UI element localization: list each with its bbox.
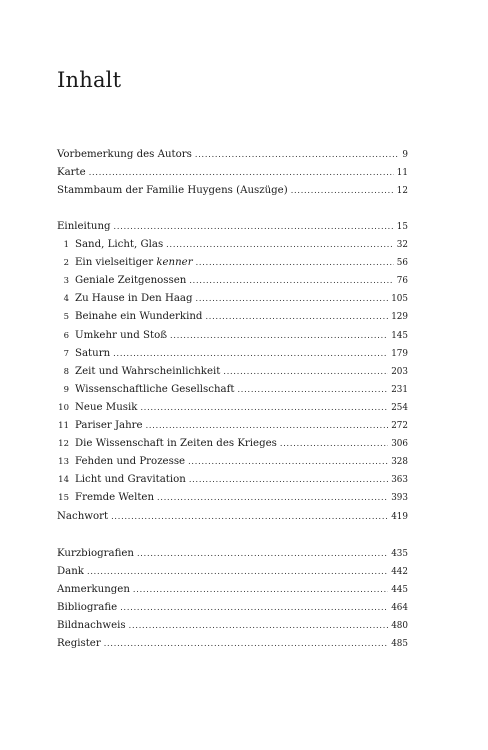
dot-leader [170, 327, 388, 345]
toc-entry [57, 489, 408, 507]
entry-title: Zu Hause in Den Haag [75, 293, 193, 305]
page-title: Inhalt [57, 68, 122, 92]
chapter-number: 7 [63, 348, 69, 359]
dot-leader [280, 435, 388, 453]
entry-page: 442 [391, 567, 408, 578]
entry-title: Register [57, 638, 101, 650]
entry-title: Fehden und Prozesse [75, 456, 186, 468]
entry-page: 105 [391, 294, 408, 305]
chapter-number: 12 [58, 439, 69, 450]
dot-leader [196, 254, 394, 272]
dot-leader [291, 182, 394, 200]
chapter-number: 5 [63, 312, 69, 323]
toc-entry [57, 327, 408, 345]
toc-entry [57, 581, 408, 599]
entry-title: Anmerkungen [57, 584, 130, 596]
entry-page: 485 [391, 639, 408, 650]
entry-title: Beinahe ein Wunderkind [75, 311, 203, 323]
dot-leader [137, 545, 388, 563]
entry-title: Neue Musik [75, 401, 138, 413]
entry-page: 129 [391, 312, 408, 323]
toc-entry [57, 599, 408, 617]
entry-page: 56 [396, 258, 408, 269]
entry-page: 254 [391, 402, 408, 413]
entry-title: Geniale Zeitgenossen [75, 275, 187, 287]
chapter-number: 13 [58, 457, 69, 468]
toc-entry [57, 236, 408, 254]
entry-page: 464 [391, 603, 408, 614]
toc-entry [57, 182, 408, 200]
entry-title: Licht und Gravitation [75, 474, 186, 486]
chapter-number: 6 [63, 330, 69, 341]
dot-leader [140, 399, 388, 417]
toc-back-matter [57, 545, 408, 654]
entry-page: 363 [391, 475, 408, 486]
entry-title-italic: kenner [156, 257, 193, 269]
dot-leader [223, 363, 388, 381]
entry-page: 145 [391, 330, 408, 341]
toc-entry [57, 381, 408, 399]
dot-leader [188, 453, 388, 471]
toc-entry [57, 471, 408, 489]
entry-page: 480 [391, 621, 408, 632]
toc-entry [57, 363, 408, 381]
entry-page: 32 [396, 240, 408, 251]
chapter-number: 2 [63, 258, 69, 269]
dot-leader [104, 635, 389, 653]
dot-leader [111, 508, 388, 526]
toc-entry [57, 635, 408, 653]
chapter-number: 8 [63, 366, 69, 377]
entry-title: Nachwort [57, 510, 109, 522]
dot-leader [189, 272, 393, 290]
entry-title: Zeit und Wahrscheinlichkeit [75, 365, 221, 377]
toc-front-matter [57, 146, 408, 200]
toc-entry [57, 435, 408, 453]
dot-leader [87, 563, 388, 581]
dot-leader [196, 290, 389, 308]
dot-leader [157, 489, 388, 507]
toc-entry [57, 453, 408, 471]
entry-page: 419 [391, 511, 408, 522]
dot-leader [133, 581, 388, 599]
entry-page: 12 [396, 186, 408, 197]
dot-leader [114, 218, 394, 236]
entry-page: 15 [396, 222, 408, 232]
toc-entry [57, 417, 408, 435]
entry-title: Sand, Licht, Glas [75, 239, 164, 251]
dot-leader [205, 308, 388, 326]
chapter-number: 11 [58, 421, 69, 432]
chapter-number: 1 [63, 240, 69, 251]
toc-entry [57, 218, 408, 236]
toc-entry [57, 399, 408, 417]
entry-title: Einleitung [57, 221, 111, 232]
entry-title: Saturn [75, 347, 111, 359]
toc-entry [57, 254, 408, 272]
chapter-number: 3 [63, 276, 69, 287]
dot-leader [166, 236, 394, 254]
entry-page: 231 [391, 384, 408, 395]
dot-leader [89, 164, 394, 182]
toc-entry [57, 272, 408, 290]
entry-page: 11 [396, 168, 408, 179]
entry-page: 306 [391, 439, 408, 450]
toc-entry [57, 290, 408, 308]
entry-title: Bildnachweis [57, 620, 126, 632]
entry-page: 328 [391, 457, 408, 468]
dot-leader [129, 617, 389, 635]
entry-page: 435 [391, 549, 408, 559]
entry-page: 445 [391, 585, 408, 596]
entry-title: Umkehr und Stoß [75, 329, 168, 341]
chapter-number: 9 [63, 384, 69, 395]
entry-title: Bibliografie [57, 602, 118, 614]
entry-title: Pariser Jahre [75, 420, 143, 432]
entry-title: Kurzbiografien [57, 548, 134, 559]
toc-entry [57, 617, 408, 635]
entry-page: 203 [391, 366, 408, 377]
toc-entry [57, 146, 408, 164]
chapter-number: 4 [63, 294, 69, 305]
dot-leader [189, 471, 388, 489]
dot-leader [120, 599, 388, 617]
chapter-number: 14 [58, 475, 69, 486]
toc-entry [57, 345, 408, 363]
entry-page: 179 [391, 348, 408, 359]
entry-title [75, 254, 193, 272]
toc-entry [57, 545, 408, 563]
entry-title: Fremde Welten [75, 492, 155, 504]
entry-title-text: Ein vielseitiger [75, 257, 154, 269]
chapter-number: 15 [58, 493, 69, 504]
toc-entry [57, 508, 408, 526]
entry-page: 76 [396, 276, 408, 287]
entry-page: 393 [391, 493, 408, 504]
dot-leader [113, 345, 388, 363]
entry-title: Die Wissenschaft in Zeiten des Krieges [75, 438, 277, 450]
toc-entry [57, 308, 408, 326]
toc-entry [57, 164, 408, 182]
toc-entry [57, 563, 408, 581]
dot-leader [195, 146, 400, 164]
dot-leader [146, 417, 389, 435]
entry-page: 272 [391, 421, 408, 432]
entry-title: Dank [57, 566, 84, 578]
toc-chapters [57, 218, 408, 526]
entry-title: Wissenschaftliche Gesellschaft [75, 383, 235, 395]
entry-title: Stammbaum der Familie Huygens (Auszüge) [57, 185, 288, 197]
entry-title: Vorbemerkung des Autors [57, 149, 192, 160]
entry-page: 9 [402, 150, 408, 160]
entry-title: Karte [57, 167, 86, 179]
dot-leader [237, 381, 388, 399]
chapter-number: 10 [58, 402, 69, 413]
